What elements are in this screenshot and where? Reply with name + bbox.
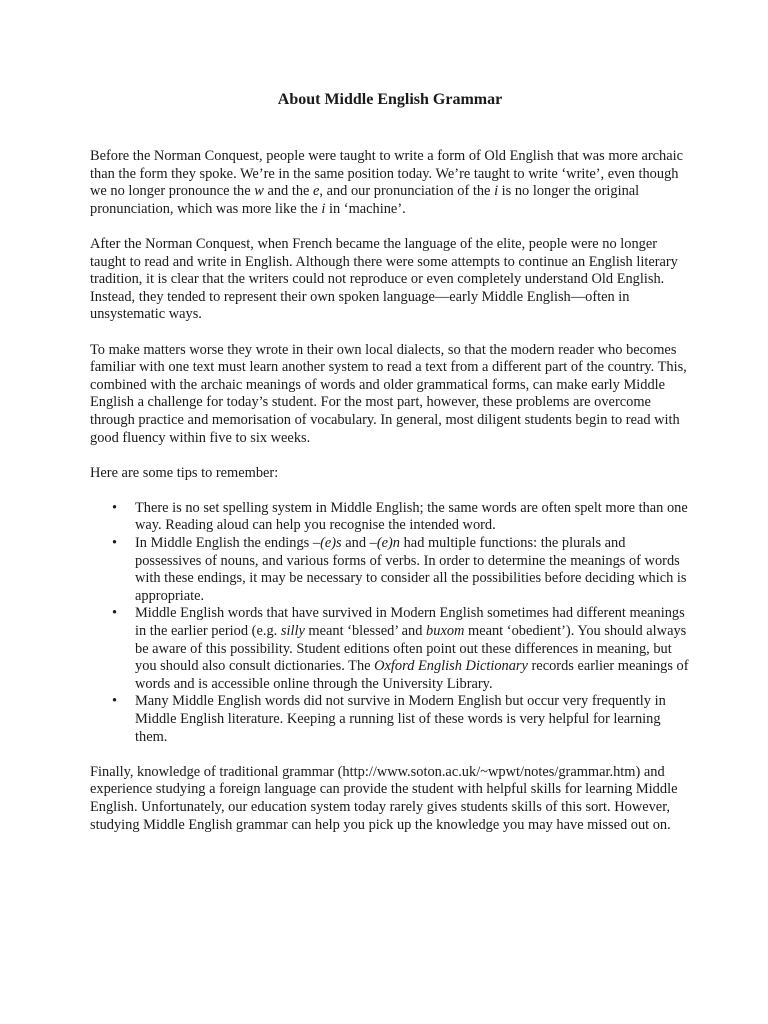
italic-dictionary-title: Oxford English Dictionary bbox=[374, 658, 528, 675]
italic-letter-e: e bbox=[313, 183, 320, 200]
list-item bbox=[90, 693, 690, 746]
italic-letter-i: i bbox=[321, 200, 326, 217]
tip-text: Many Middle English words did not survive in Modern English but occur very frequently in Middle English literature. Keeping a running list of these words is very helpful for learning them. bbox=[135, 693, 666, 745]
document-page bbox=[90, 90, 690, 852]
text-run: is no longer the original pronunciation, which was more like the bbox=[90, 183, 640, 217]
paragraph-finally: Finally, knowledge of traditional grammar (http://www.soton.ac.uk/~wpwt/notes/grammar.htm) and experience studying a foreign language can provide the student with helpful skills for learning Middle English. Unfortunately, our education system today rarely gives students skills of this sort. However, studying Middle English grammar can help you pick up the knowledge you may have missed out on. bbox=[90, 763, 678, 833]
text-run: and bbox=[341, 535, 370, 552]
tips-intro: Here are some tips to remember: bbox=[90, 464, 279, 481]
text-run: Middle English words that have survived in Modern English sometimes had different meanings in the earlier period (e.g. bbox=[135, 605, 685, 640]
bullet-icon: • bbox=[112, 693, 118, 710]
bullet-icon: • bbox=[112, 535, 118, 552]
text-run: records earlier meanings of words and is accessible online through the University Library. bbox=[135, 658, 689, 692]
italic-word-buxom: buxom bbox=[426, 623, 465, 640]
italic-ending-en: –(e)n bbox=[369, 535, 401, 552]
list-item bbox=[90, 500, 690, 535]
text-run: meant ‘obedient’). You should always be aware of this possibility. Student editions often point out these differences in meaning, but you should also consult dictionaries. The bbox=[135, 623, 687, 675]
text-run: , and our pronunciation of the bbox=[319, 183, 495, 200]
tip-text: There is no set spelling system in Middle English; the same words are often spelt more than one way. Reading aloud can help you recognise the intended word. bbox=[135, 499, 688, 534]
paragraph-local-dialects: To make matters worse they wrote in their own local dialects, so that the modern reader who becomes familiar with one text must learn another system to read a text from a different part of the country. This, combined with the archaic meanings of words and older grammatical forms, can make early Middle English a challenge for today’s student. For the most part, however, these problems are overcome through practice and memorisation of vocabulary. In general, most diligent students begin to read with good fluency within five to six weeks. bbox=[90, 341, 687, 446]
text-run: had multiple functions: the plurals and possessives of nouns, and various forms of verbs. In order to determine the meanings of words with these endings, it may be necessary to consider all the possibilities before deciding which is appropriate. bbox=[135, 535, 687, 604]
list-item bbox=[90, 535, 690, 605]
bullet-icon: • bbox=[112, 499, 118, 516]
list-item bbox=[90, 605, 690, 693]
text-run: in ‘machine’. bbox=[325, 200, 406, 217]
document-title: About Middle English Grammar bbox=[277, 91, 503, 108]
text-run: Before the Norman Conquest, people were taught to write a form of Old English that was more archaic than the form they spoke. We’re in the same position today. We’re taught to write ‘write’, even though we no longer pronounce the bbox=[90, 148, 684, 200]
bullet-icon: • bbox=[112, 605, 118, 622]
paragraph-norman-conquest-after: After the Norman Conquest, when French became the language of the elite, people were no longer taught to read and write in English. Although there were some attempts to continue an English literary tradition, it is clear that the writers could not reproduce or even completely understand Old English. Instead, they tended to represent their own spoken language—early Middle English—often in unsystematic ways. bbox=[90, 235, 678, 323]
text-run: meant ‘blessed’ and bbox=[304, 623, 427, 640]
italic-letter-w: w bbox=[254, 183, 264, 200]
text-run: In Middle English the endings bbox=[135, 535, 313, 552]
paragraph-norman-conquest-before bbox=[90, 148, 690, 218]
italic-letter-i: i bbox=[494, 183, 499, 200]
italic-word-silly: silly bbox=[280, 623, 305, 640]
text-run: and the bbox=[263, 183, 314, 200]
tips-list bbox=[90, 500, 690, 746]
italic-ending-es: –(e)s bbox=[312, 535, 342, 552]
